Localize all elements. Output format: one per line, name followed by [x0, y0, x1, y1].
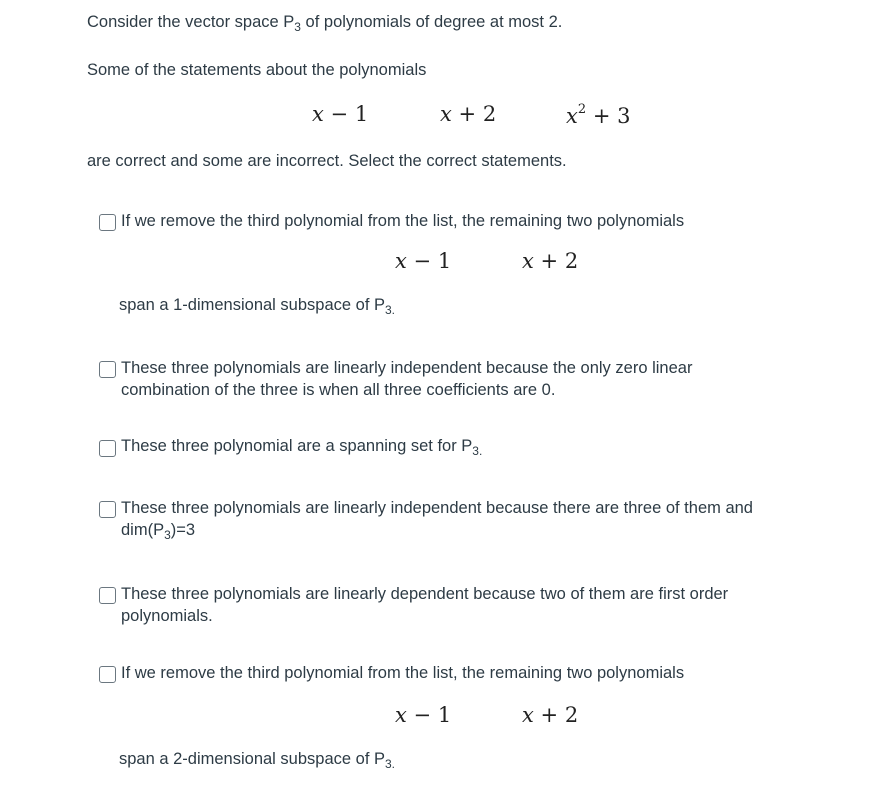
polynomial-3: $x^2 + 3$ — [566, 102, 631, 128]
option-6-text: If we remove the third polynomial from the list, the remaining two polynomials — [121, 664, 685, 682]
question-line-3: are correct and some are incorrect. Select the correct statements. — [87, 152, 567, 170]
option-2-line-2: combination of the three is when all three coefficients are 0. — [121, 381, 556, 399]
option-1-text: If we remove the third polynomial from the list, the remaining two polynomials — [121, 212, 685, 230]
option-5-line-1: These three polynomials are linearly dependent because two of them are first order — [121, 585, 729, 603]
option-2-checkbox[interactable] — [99, 361, 116, 378]
option-5-line-2: polynomials. — [121, 607, 213, 625]
option-4-checkbox[interactable] — [99, 501, 116, 518]
option-6-math-1: x − 1 — [395, 703, 452, 727]
option-1-checkbox[interactable] — [99, 214, 116, 231]
option-1-math-2: x + 2 — [522, 249, 579, 273]
option-5-checkbox[interactable] — [99, 587, 116, 604]
option-6-checkbox[interactable] — [99, 666, 116, 683]
polynomial-2: x + 2 — [440, 102, 497, 126]
option-4-line-1: These three polynomials are linearly independent because there are three of them and — [121, 499, 753, 517]
option-3-checkbox[interactable] — [99, 440, 116, 457]
option-4-line-2: $dim(P_3)=3$ — [121, 521, 196, 542]
question-line-2: Some of the statements about the polynomials — [87, 61, 427, 79]
option-6-math-2: x + 2 — [522, 703, 579, 727]
polynomial-1: x − 1 — [312, 102, 369, 126]
option-2-line-1: These three polynomials are linearly independent because the only zero linear — [121, 359, 693, 377]
option-6-tail: span a 2-dimensional subspace of $P_{3.}$ — [119, 750, 396, 771]
option-1-tail: span a 1-dimensional subspace of $P_{3.}$ — [119, 296, 396, 317]
question-line-1: Consider the vector space $P_3$ of polynomials of degree at most 2. — [87, 13, 563, 34]
option-3-text: These three polynomial are a spanning set for $P_{3.}$ — [121, 437, 483, 458]
option-1-math-1: x − 1 — [395, 249, 452, 273]
